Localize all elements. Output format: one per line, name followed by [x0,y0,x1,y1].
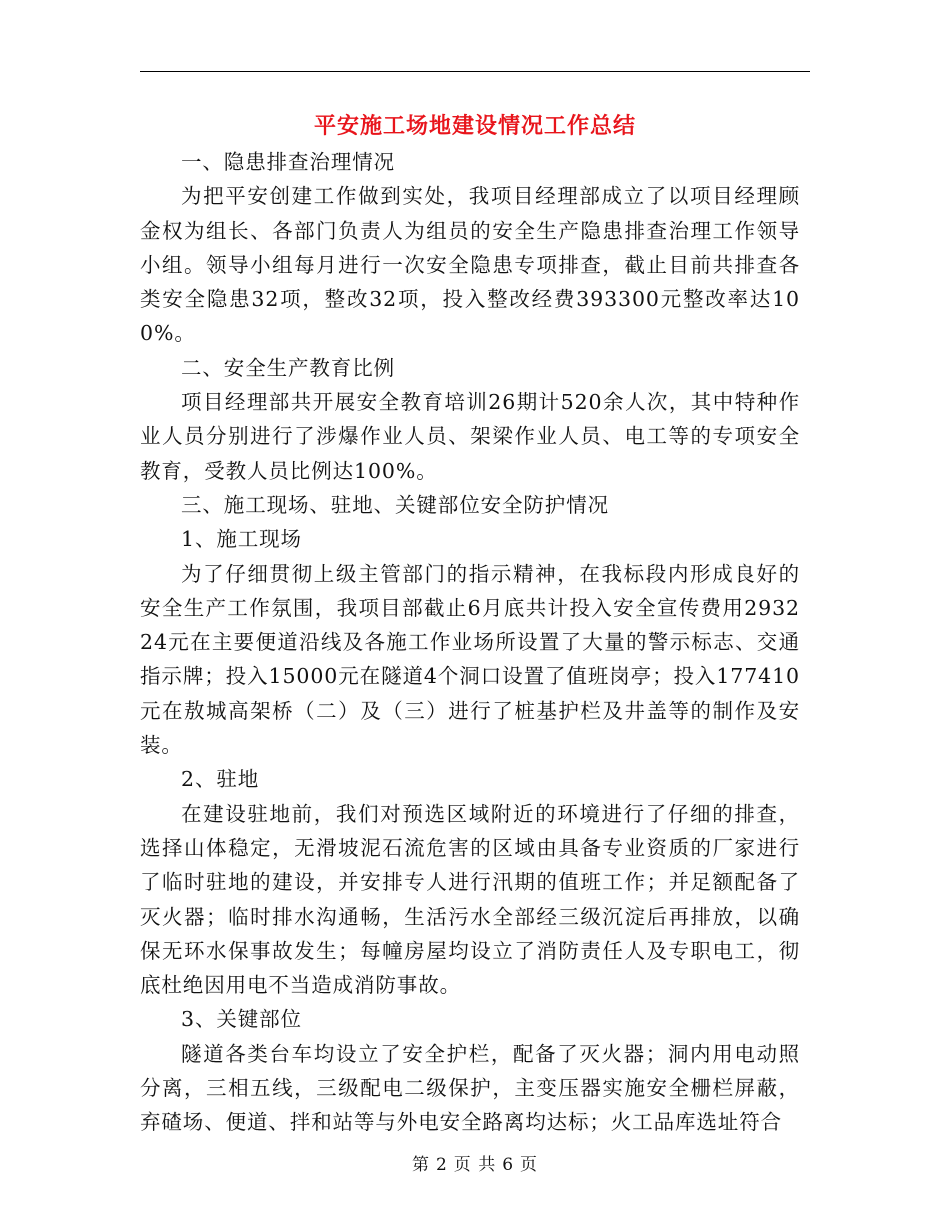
paragraph-construction-site: 为了仔细贯彻上级主管部门的指示精神，在我标段内形成良好的安全生产工作氛围，我项目部截止6月底共计投入安全宣传费用293224元在主要便道沿线及各施工作业场所设置了大量的警示标志、交通指示牌；投入15000元在隧道4个洞口设置了值班岗亭；投入177410元在敖城高架桥（二）及（三）进行了桩基护栏及井盖等的制作及安装。 [140,561,800,758]
document-title: 平安施工场地建设情况工作总结 [313,113,636,139]
subsection-heading-camp: 2、驻地 [181,767,260,792]
document-body [140,145,800,1140]
paragraph-camp: 在建设驻地前，我们对预选区域附近的环境进行了仔细的排查，选择山体稳定，无滑坡泥石流危害的区域由具备专业资质的厂家进行了临时驻地的建设，并安排专人进行汛期的值班工作；并足额配备了灭火器；临时排水沟通畅，生活污水全部经三级沉淀后再排放，以确保无环水保事故发生；每幢房屋均设立了消防责任人及专职电工，彻底杜绝因用电不当造成消防事故。 [140,801,800,998]
footer-page-number: 2 [435,1155,448,1175]
paragraph-key-areas: 隧道各类台车均设立了安全护栏，配备了灭火器；洞内用电动照分离，三相五线，三级配电二级保护，主变压器实施安全栅栏屏蔽，弃碴场、便道、拌和站等与外电安全路离均达标；火工品库选址符合 [140,1041,800,1135]
header-rule [140,71,810,72]
paragraph-safety-education: 项目经理部共开展安全教育培训26期计520余人次，其中特种作业人员分别进行了涉爆作业人员、架梁作业人员、电工等的专项安全教育，受教人员比例达100%。 [140,390,800,483]
section-heading-2: 二、安全生产教育比例 [181,355,395,380]
section-heading-3: 三、施工现场、驻地、关键部位安全防护情况 [181,492,609,517]
footer-suffix: 页 [520,1155,539,1175]
footer-total-pages: 6 [502,1155,515,1175]
paragraph-hazard-investigation: 为把平安创建工作做到实处，我项目经理部成立了以项目经理顾金权为组长、各部门负责人为组员的安全生产隐患排查治理工作领导小组。领导小组每月进行一次安全隐患专项排查，截止目前共排查各类安全隐患32项，整改32项，投入整改经费393300元整改率达100%。 [140,184,800,346]
footer-prefix: 第 [411,1155,430,1175]
subsection-heading-key-areas: 3、关键部位 [181,1007,302,1032]
footer-middle: 页 共 [453,1155,497,1175]
page-footer [0,1152,950,1178]
section-heading-1: 一、隐患排查治理情况 [181,150,395,174]
subsection-heading-site: 1、施工现场 [181,527,302,552]
